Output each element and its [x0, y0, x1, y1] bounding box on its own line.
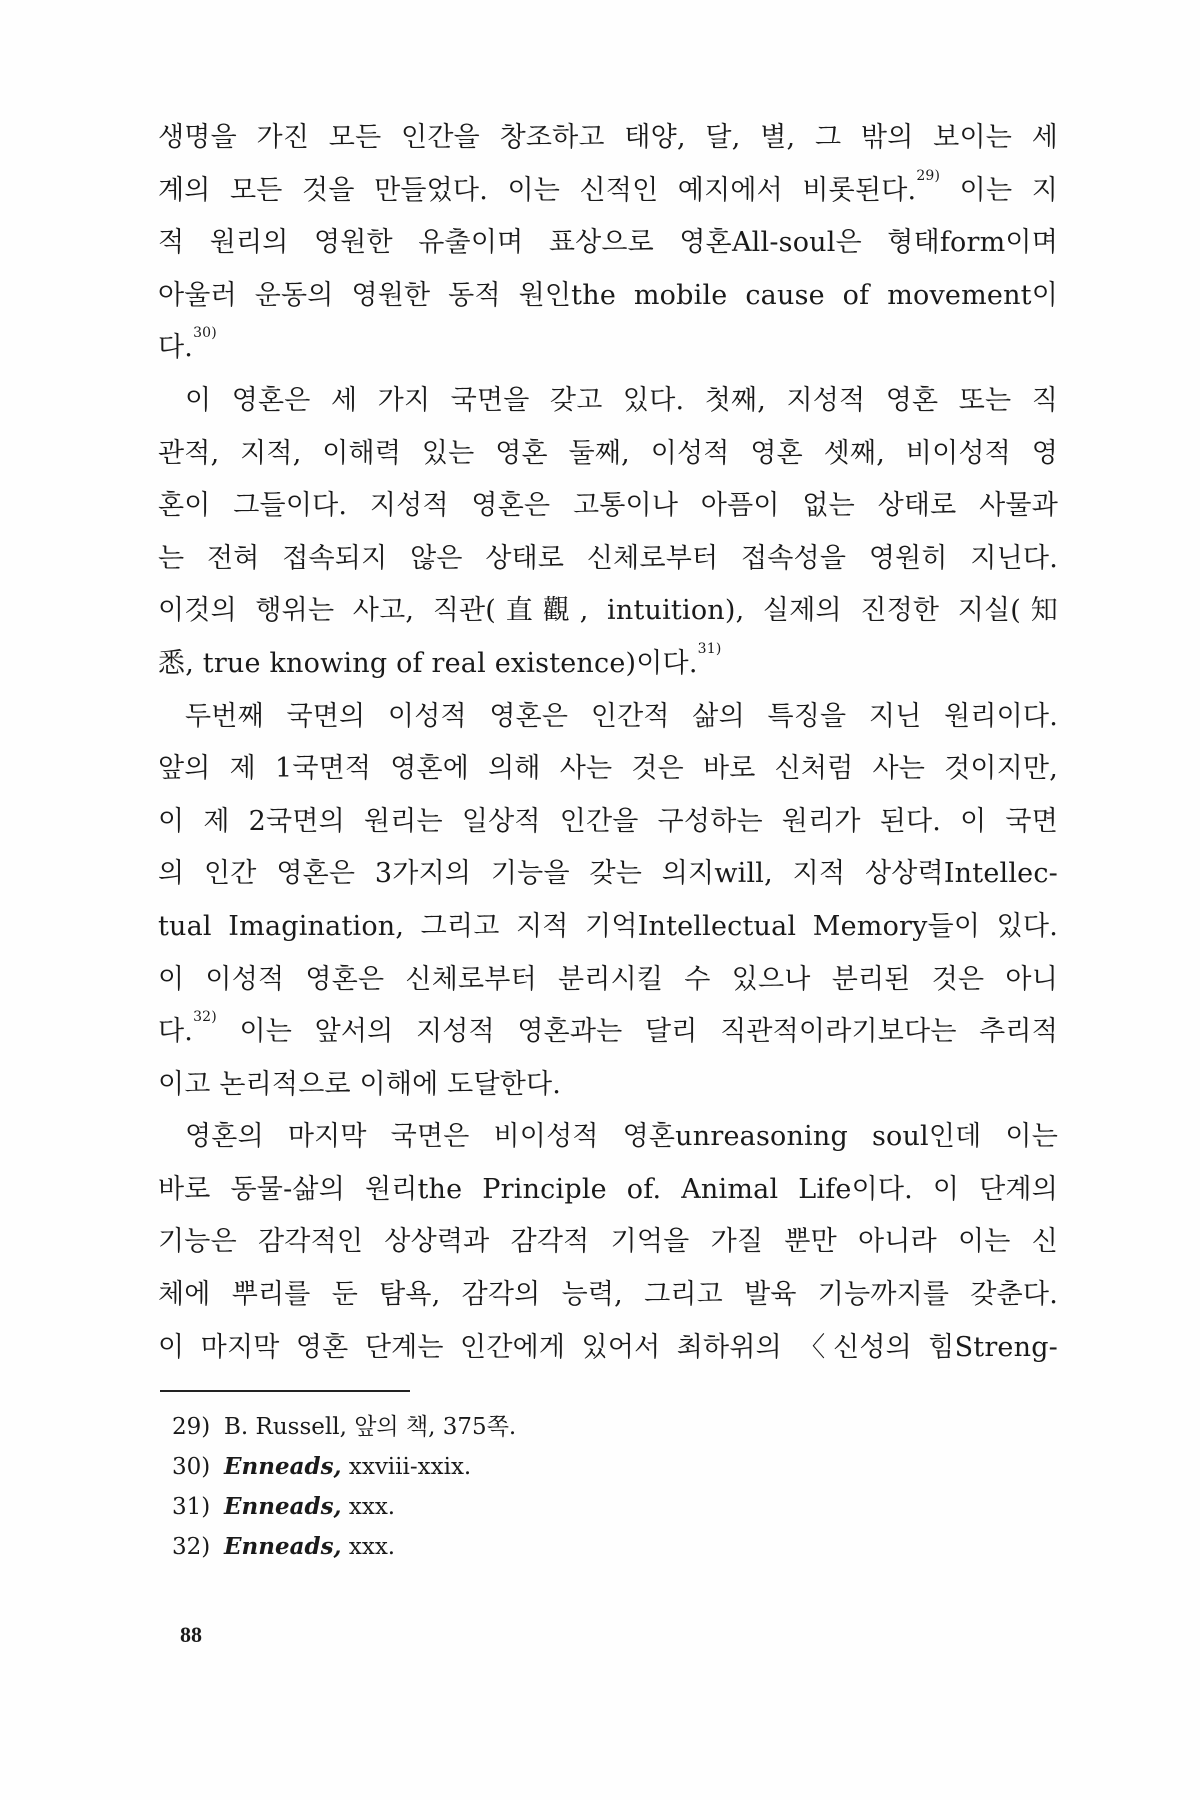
text-line — [158, 1216, 1058, 1269]
footnote-item — [172, 1527, 872, 1567]
text-line-content: 체에 뿌리를 둔 탐욕, 감각의 능력, 그리고 발육 기능까지를 갖춘다. — [158, 1279, 1058, 1311]
text-line — [158, 1269, 1058, 1322]
text-line-content: 다. — [158, 1016, 194, 1048]
text-line — [158, 901, 1058, 954]
body-text — [158, 112, 1058, 1374]
text-line — [158, 848, 1058, 901]
text-line — [158, 322, 1058, 375]
text-line-content: 悉, true knowing of real existence)이다. — [158, 647, 698, 679]
text-line-content: 이고 논리적으로 이해에 도달한다. — [158, 1068, 562, 1100]
text-line — [158, 954, 1058, 1007]
text-line-content: 적 원리의 영원한 유출이며 표상으로 영혼All-soul은 형태form이며 — [158, 227, 1058, 259]
footnote-reference[interactable]: 29) — [916, 167, 941, 184]
text-line-content: 다. — [158, 332, 194, 364]
text-line — [158, 1164, 1058, 1217]
footnote-reference[interactable]: 30) — [193, 325, 217, 342]
text-line-content: 관적, 지적, 이해력 있는 영혼 둘째, 이성적 영혼 셋째, 비이성적 영 — [158, 437, 1058, 469]
text-line-content: 아울러 운동의 영원한 동적 원인the mobile cause of movement이 — [158, 279, 1058, 311]
footnote-source-title: Enneads, — [224, 1533, 342, 1560]
text-line — [158, 112, 1058, 165]
footnote-number: 29) — [172, 1414, 211, 1440]
footnote-item — [172, 1487, 872, 1527]
text-line-content: 바로 동물-삶의 원리the Principle of. Animal Life이다. 이 단계의 — [158, 1173, 1058, 1205]
footnote-text: xxx. — [341, 1494, 396, 1520]
footnote-number: 32) — [172, 1534, 211, 1560]
text-line-content: 이것의 행위는 사고, 직관(直觀, intuition), 실제의 진정한 지실(知 — [158, 595, 1058, 627]
footnote-item — [172, 1447, 872, 1487]
text-line — [158, 1059, 1058, 1112]
text-line — [158, 1322, 1058, 1375]
text-line-content: 앞의 제 1국면적 영혼에 의해 사는 것은 바로 신처럼 사는 것이지만, — [158, 753, 1058, 785]
footnote-rule — [160, 1390, 410, 1392]
text-line — [158, 428, 1058, 481]
footnote-text: xxx. — [341, 1534, 396, 1560]
text-line — [158, 165, 1058, 218]
footnote-text: xxviii-xxix. — [341, 1454, 472, 1480]
footnote-number: 31) — [172, 1494, 211, 1520]
text-line — [158, 796, 1058, 849]
text-line-continuation: 이는 지 — [940, 174, 1058, 206]
text-line-content: 영혼의 마지막 국면은 비이성적 영혼unreasoning soul인데 이는 — [185, 1121, 1058, 1153]
text-line — [158, 217, 1058, 270]
text-line-content: 이 영혼은 세 가지 국면을 갖고 있다. 첫째, 지성적 영혼 또는 직 — [185, 384, 1058, 416]
text-line-content: 혼이 그들이다. 지성적 영혼은 고통이나 아픔이 없는 상태로 사물과 — [158, 490, 1058, 522]
text-line — [158, 1111, 1058, 1164]
text-line — [158, 585, 1058, 638]
text-line-content: 이 이성적 영혼은 신체로부터 분리시킬 수 있으나 분리된 것은 아니 — [158, 963, 1058, 995]
page-number: 88 — [180, 1622, 202, 1647]
text-line — [158, 480, 1058, 533]
text-line — [158, 743, 1058, 796]
text-line — [158, 691, 1058, 744]
footnote-text: B. Russell, 앞의 책, 375쪽. — [224, 1414, 517, 1440]
text-line-content: 계의 모든 것을 만들었다. 이는 신적인 예지에서 비롯된다. — [158, 174, 917, 206]
text-line-content: 의 인간 영혼은 3가지의 기능을 갖는 의지will, 지적 상상력Intellec- — [158, 858, 1058, 890]
text-line-content: 이 제 2국면의 원리는 일상적 인간을 구성하는 원리가 된다. 이 국면 — [158, 805, 1058, 837]
text-line-content: 이 마지막 영혼 단계는 인간에게 있어서 최하위의 〈신성의 힘Streng- — [158, 1331, 1058, 1363]
text-line — [158, 638, 1058, 691]
footnote-reference[interactable]: 31) — [697, 640, 722, 657]
text-line-content: tual Imagination, 그리고 지적 기억Intellectual Memory들이 있다. — [158, 910, 1058, 942]
text-line-content: 두번째 국면의 이성적 영혼은 인간적 삶의 특징을 지닌 원리이다. — [185, 700, 1058, 732]
footnote-item — [172, 1407, 872, 1447]
text-line-content: 기능은 감각적인 상상력과 감각적 기억을 가질 뿐만 아니라 이는 신 — [158, 1226, 1058, 1258]
footnote-source-title: Enneads, — [224, 1453, 342, 1480]
text-line — [158, 375, 1058, 428]
text-line-content: 는 전혀 접속되지 않은 상태로 신체로부터 접속성을 영원히 지닌다. — [158, 542, 1058, 574]
footnote-number: 30) — [172, 1454, 211, 1480]
text-line-continuation: 이는 앞서의 지성적 영혼과는 달리 직관적이라기보다는 추리적 — [216, 1016, 1058, 1048]
footnote-reference[interactable]: 32) — [193, 1009, 217, 1026]
text-line — [158, 1006, 1058, 1059]
footnotes — [172, 1407, 872, 1567]
text-line — [158, 270, 1058, 323]
text-line — [158, 533, 1058, 586]
text-line-content: 생명을 가진 모든 인간을 창조하고 태양, 달, 별, 그 밖의 보이는 세 — [158, 122, 1058, 153]
footnote-source-title: Enneads, — [224, 1493, 342, 1520]
